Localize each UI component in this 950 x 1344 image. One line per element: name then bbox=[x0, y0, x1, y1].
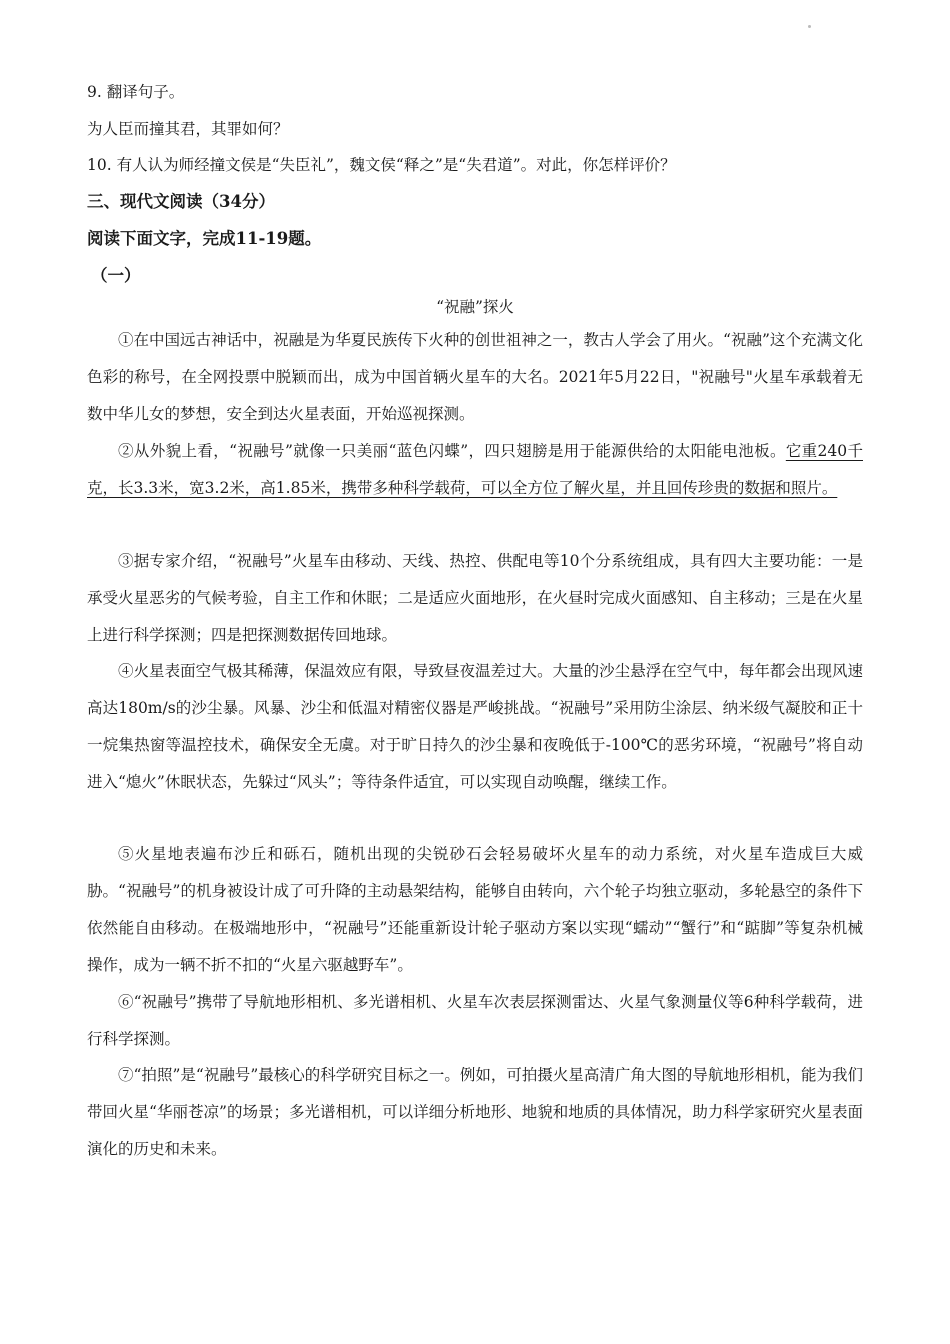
question-9-sentence: 为人臣而撞其君，其罪如何？ bbox=[87, 120, 289, 138]
paragraph-7: ⑦“拍照”是“祝融号”最核心的科学研究目标之一。例如，可拍摄火星高清广角大图的导航地形相机，能为我们带回火星“华丽苍凉”的场景；多光谱相机，可以详细分析地形、地貌和地质的具体情况，助力科学家研究火星表面演化的历史和未来。 bbox=[87, 1066, 863, 1158]
paragraph-5: ⑤火星地表遍布沙丘和砾石，随机出现的尖锐砂石会轻易破坏火星车的动力系统，对火星车造成巨大威胁。“祝融号”的机身被设计成了可升降的主动悬架结构，能够自由转向，六个轮子均独立驱动，多轮悬空的条件下依然能自由移动。在极端地形中，“祝融号”还能重新设计轮子驱动方案以实现“蠕动”“蟹行”和“踮脚”等复杂机械操作，成为一辆不折不扣的“火星六驱越野车”。 bbox=[87, 845, 863, 974]
paragraph-2-text: ②从外貌上看，“祝融号”就像一只美丽“蓝色闪蝶”，四只翅膀是用于能源供给的太阳能电池板。 bbox=[118, 442, 786, 460]
question-10: 10. 有人认为师经撞文侯是“失臣礼”，魏文侯“释之”是“失君道”。对此，你怎样评价？ bbox=[87, 156, 676, 174]
paragraph-3: ③据专家介绍，“祝融号”火星车由移动、天线、热控、供配电等10个分系统组成，具有四大主要功能：一是承受火星恶劣的气候考验，自主工作和休眠；二是适应火面地形，在火昼时完成火面感知、自主移动；三是在火星上进行科学探测；四是把探测数据传回地球。 bbox=[87, 552, 863, 644]
paragraph-6: ⑥“祝融号”携带了导航地形相机、多光谱相机、火星车次表层探测雷达、火星气象测量仪等6种科学载荷，进行科学探测。 bbox=[87, 993, 863, 1048]
part-label: （一） bbox=[91, 266, 141, 285]
paragraph-2 bbox=[87, 433, 863, 507]
scan-dot bbox=[808, 25, 811, 28]
paragraph-1: ①在中国远古神话中，祝融是为华夏民族传下火种的创世祖神之一，教古人学会了用火。“祝融”这个充满文化色彩的称号，在全网投票中脱颖而出，成为中国首辆火星车的大名。2021年5月22日，"祝融号"火星车承载着无数中华儿女的梦想，安全到达火星表面，开始巡视探测。 bbox=[87, 331, 863, 423]
section-instruction: 阅读下面文字，完成11-19题。 bbox=[87, 229, 322, 248]
paragraph-2-underlined-text: 它重240千克，长3.3米，宽3.2米，高1.85米，携带多种科学载荷，可以全方位了解火星，并且回传珍贵的数据和照片。 bbox=[87, 442, 863, 497]
paragraph-4: ④火星表面空气极其稀薄，保温效应有限，导致昼夜温差过大。大量的沙尘悬浮在空气中，每年都会出现风速高达180m/s的沙尘暴。风暴、沙尘和低温对精密仪器是严峻挑战。“祝融号”采用防尘涂层、纳米级气凝胶和正十一烷集热窗等温控技术，确保安全无虞。对于旷日持久的沙尘暴和夜晚低于-100℃的恶劣环境，“祝融号”将自动进入“熄火”休眠状态，先躲过“风头”；等待条件适宜，可以实现自动唤醒，继续工作。 bbox=[87, 662, 863, 791]
article-title: “祝融”探火 bbox=[436, 298, 514, 316]
question-9: 9. 翻译句子。 bbox=[87, 83, 185, 101]
section-heading: 三、现代文阅读（34分） bbox=[87, 192, 275, 211]
